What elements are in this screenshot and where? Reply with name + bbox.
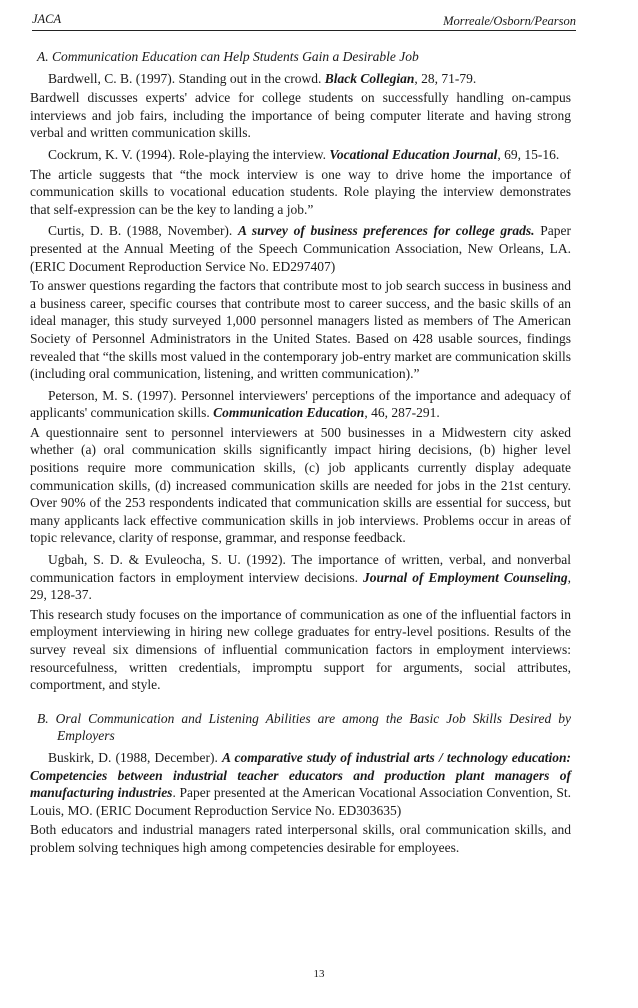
citation: Buskirk, D. (1988, December). A comparative study of industrial arts / technology education: Competencies between industrial teacher educators and production plant managers of manufacturing industries. Paper presented at the American Vocational Association Convention, St. Louis, MO. (ERIC Document Reproduction Service No. ED303635) bbox=[30, 749, 571, 818]
section-a bbox=[30, 48, 571, 694]
bibliography-entry bbox=[30, 70, 571, 142]
bibliography-content bbox=[30, 48, 571, 861]
journal-abbreviation: JACA bbox=[32, 12, 62, 26]
source-title: Black Collegian bbox=[324, 70, 415, 86]
annotation: Both educators and industrial managers rated interpersonal skills, oral communication skills, and problem solving techniques high among competencies desirable for employees. bbox=[30, 822, 571, 855]
annotation: This research study focuses on the importance of communication as one of the influential factors in employment interviewing in hiring new college graduates for entry-level positions. Results of the survey reveal six dimensions of influential communication factors in employment interviews: resourcefulness, written credentials, impromptu support for arguments, social attributes, comportment, and style. bbox=[30, 606, 571, 693]
citation: Ugbah, S. D. & Evuleocha, S. U. (1992). The importance of written, verbal, and nonverbal communication factors in employment interview decisions. Journal of Employment Counseling, 29, 128-37. bbox=[30, 552, 571, 603]
source-title: Journal of Employment Counseling bbox=[362, 569, 568, 585]
annotation: A questionnaire sent to personnel interviewers at 500 businesses in a Midwestern city asked whether (a) oral communication skills significantly impact hiring decisions, (b) higher level positions require more communication skills, (c) job applicants currently display adequate communication skills, (d) increased communication skills are needed for jobs in the 21st century. Over 90% of the 253 respondents indicated that communication skills are essential for success, but many applicants lack effective communication skills in job interviews. Problems occur in areas of topic relevance, clarity of response, grammar, and response feedback. bbox=[30, 424, 571, 546]
bibliography-entry bbox=[30, 551, 571, 694]
section-heading: A. Communication Education can Help Students Gain a Desirable Job bbox=[37, 49, 419, 64]
source-title: Communication Education bbox=[213, 405, 365, 421]
authors-running-title: Morreale/Osborn/Pearson bbox=[443, 14, 576, 28]
citation: Cockrum, K. V. (1994). Role-playing the interview. Vocational Education Journal, 69, 15-16. bbox=[48, 146, 560, 162]
citation: Bardwell, C. B. (1997). Standing out in the crowd. Black Collegian, 28, 71-79. bbox=[48, 70, 477, 86]
bibliography-entry bbox=[30, 146, 571, 218]
annotation: Bardwell discusses experts' advice for college students on successfully handling on-campus interviews and job fairs, including the importance of being computer literate and having strong verbal and written communication skills. bbox=[30, 90, 571, 141]
section-gap bbox=[30, 698, 571, 710]
bibliography-entry bbox=[30, 749, 571, 857]
citation: Peterson, M. S. (1997). Personnel interviewers' perceptions of the importance and adequacy of applicants' communication skills. Communication Education, 46, 287-291. bbox=[30, 387, 571, 421]
section-b bbox=[30, 710, 571, 857]
bibliography-entry bbox=[30, 387, 571, 547]
annotation: The article suggests that “the mock interview is one way to drive home the importance of communication skills to vocational education students. Role playing the interview demonstrates that self-expression can be the key to landing a job.” bbox=[30, 166, 571, 217]
annotation: To answer questions regarding the factors that contribute most to job search success in business and a business career, specific courses that contribute most to career success, and the basic skills of an ideal manager, this study surveyed 1,000 personnel managers listed as members of The American Society of Personnel Administrators in the United States. Based on 428 usable sources, findings revealed that “the skills most valued in the contemporary job-entry market are communication skills (including oral communication, listening, and written communication).” bbox=[30, 278, 571, 382]
citation: Curtis, D. B. (1988, November). A survey of business preferences for college grads. Paper presented at the Annual Meeting of the Speech Communication Association, New Orleans, LA. (ERIC Document Reproduction Service No. ED297407) bbox=[30, 223, 571, 274]
source-title: A comparative study of industrial arts / technology education: Competencies between industrial teacher educators and production plant managers of manufacturing industries bbox=[30, 749, 571, 801]
source-title: Vocational Education Journal bbox=[329, 146, 498, 162]
page-number: 13 bbox=[313, 968, 325, 980]
running-head bbox=[32, 11, 576, 31]
section-heading: B. Oral Communication and Listening Abilities are among the Basic Job Skills Desired by Employers bbox=[37, 710, 571, 744]
source-title: A survey of business preferences for college grads. bbox=[237, 223, 535, 239]
bibliography-entry bbox=[30, 222, 571, 382]
